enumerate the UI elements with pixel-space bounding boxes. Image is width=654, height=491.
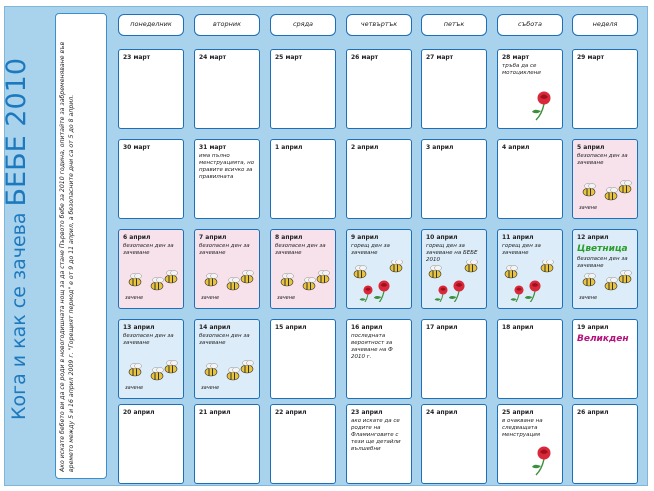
day-date: 17 април bbox=[426, 324, 458, 331]
day-note: има пълно менструацията, но правите всичко за правилната bbox=[199, 153, 255, 180]
day-date: 13 април bbox=[123, 324, 155, 331]
day-note: безопасен ден за зачеване bbox=[199, 333, 250, 346]
day-date: 23 април bbox=[351, 409, 383, 416]
day-note: ако искате да се родите на Фламинговите с тези ще детайли вълшебни bbox=[351, 418, 401, 452]
day-note: в очакване на следващата менструация bbox=[502, 418, 543, 438]
bees-icon bbox=[197, 268, 257, 294]
day-date: 3 април bbox=[426, 144, 454, 151]
holiday-label: Цветница bbox=[577, 244, 628, 254]
day-note: последната вероятност за зачеване на Ф 2010 г. bbox=[351, 333, 393, 360]
day-cell bbox=[270, 319, 336, 399]
day-date: 22 април bbox=[275, 409, 307, 416]
day-cell bbox=[572, 139, 638, 219]
poster-title bbox=[1, 6, 32, 472]
day-date: 26 март bbox=[351, 54, 379, 61]
weekday-header: събота bbox=[497, 14, 563, 36]
day-note: безопасен ден за зачеване bbox=[199, 243, 250, 256]
day-cell bbox=[346, 404, 412, 484]
day-cell bbox=[270, 49, 336, 129]
weekday-header: четвъртък bbox=[346, 14, 412, 36]
day-cell bbox=[194, 229, 260, 309]
day-footnote: зачене bbox=[579, 295, 598, 301]
day-date: 26 април bbox=[577, 409, 609, 416]
day-date: 1 април bbox=[275, 144, 303, 151]
intro-note-text: Ако искате бебето ви да се роди в новогодишната нощ за да стане Първото бебе за 2010 година, опитайте за забременяване във времето между 5 и 16 април 2009 г. "Горещият период" е от 9 до 11 април, а безопасните дни са от 5 до 8 април. bbox=[59, 41, 75, 472]
day-date: 2 април bbox=[351, 144, 379, 151]
day-note: безопасен ден за зачеване bbox=[577, 256, 628, 269]
day-date: 31 март bbox=[199, 144, 227, 151]
day-cell bbox=[572, 49, 638, 129]
day-date: 24 април bbox=[426, 409, 458, 416]
weekday-header: неделя bbox=[572, 14, 638, 36]
weekday-header: понеделник bbox=[118, 14, 184, 36]
bees-icon bbox=[121, 358, 181, 384]
day-cell bbox=[346, 319, 412, 399]
day-cell bbox=[421, 229, 487, 309]
day-date: 15 април bbox=[275, 324, 307, 331]
day-cell bbox=[194, 49, 260, 129]
day-date: 19 април bbox=[577, 324, 609, 331]
day-date: 29 март bbox=[577, 54, 605, 61]
title-line2: БЕБЕ 2010 bbox=[1, 58, 32, 207]
bees-icon bbox=[197, 358, 257, 384]
day-cell bbox=[497, 319, 563, 399]
bees-icon bbox=[575, 178, 635, 204]
day-cell bbox=[421, 404, 487, 484]
day-date: 27 март bbox=[426, 54, 454, 61]
title-line1: Кога и как се зачева bbox=[8, 212, 30, 420]
day-date: 23 март bbox=[123, 54, 151, 61]
day-note: безопасен ден за зачеване bbox=[123, 243, 174, 256]
day-date: 20 април bbox=[123, 409, 155, 416]
day-note: безопасен ден за зачеване bbox=[577, 153, 628, 166]
day-cell bbox=[497, 49, 563, 129]
day-cell bbox=[194, 139, 260, 219]
day-note: горещ ден за зачеване bbox=[351, 243, 390, 256]
day-date: 5 април bbox=[577, 144, 605, 151]
day-cell bbox=[421, 49, 487, 129]
day-footnote: зачене bbox=[277, 295, 296, 301]
bees-icon bbox=[575, 268, 635, 294]
day-footnote: зачене bbox=[579, 205, 598, 211]
day-cell bbox=[194, 404, 260, 484]
day-cell bbox=[270, 229, 336, 309]
day-cell bbox=[421, 139, 487, 219]
day-date: 7 април bbox=[199, 234, 227, 241]
day-cell bbox=[118, 404, 184, 484]
day-date: 16 април bbox=[351, 324, 383, 331]
day-cell bbox=[497, 229, 563, 309]
day-footnote: зачене bbox=[125, 385, 144, 391]
bees-rose-icon bbox=[348, 260, 410, 302]
day-note: горещ ден за зачеване на БЕБЕ 2010 bbox=[426, 243, 478, 263]
day-cell bbox=[346, 229, 412, 309]
day-date: 25 март bbox=[275, 54, 303, 61]
day-note: тръба да се мотоциклени bbox=[502, 63, 541, 76]
holiday-label: Великден bbox=[577, 334, 629, 344]
day-cell bbox=[194, 319, 260, 399]
day-cell bbox=[572, 229, 638, 309]
day-date: 14 април bbox=[199, 324, 231, 331]
day-cell bbox=[346, 139, 412, 219]
day-note: безопасен ден за зачеване bbox=[275, 243, 326, 256]
day-date: 8 април bbox=[275, 234, 303, 241]
day-date: 25 април bbox=[502, 409, 534, 416]
day-date: 21 април bbox=[199, 409, 231, 416]
bees-rose-icon bbox=[423, 260, 485, 302]
day-cell bbox=[118, 229, 184, 309]
day-date: 30 март bbox=[123, 144, 151, 151]
weekday-header: петък bbox=[421, 14, 487, 36]
day-date: 4 април bbox=[502, 144, 530, 151]
bees-icon bbox=[273, 268, 333, 294]
day-footnote: зачене bbox=[125, 295, 144, 301]
day-date: 10 април bbox=[426, 234, 458, 241]
intro-note bbox=[55, 13, 107, 479]
bees-rose-icon bbox=[499, 260, 561, 302]
day-cell bbox=[270, 139, 336, 219]
day-date: 6 април bbox=[123, 234, 151, 241]
day-note: горещ ден за зачеване bbox=[502, 243, 541, 256]
bees-icon bbox=[121, 268, 181, 294]
day-cell bbox=[118, 319, 184, 399]
day-date: 9 април bbox=[351, 234, 379, 241]
day-cell bbox=[497, 404, 563, 484]
day-cell bbox=[572, 319, 638, 399]
day-cell bbox=[497, 139, 563, 219]
rose-icon bbox=[520, 88, 560, 129]
day-date: 11 април bbox=[502, 234, 534, 241]
day-date: 12 април bbox=[577, 234, 609, 241]
day-cell bbox=[270, 404, 336, 484]
day-cell bbox=[421, 319, 487, 399]
day-cell bbox=[346, 49, 412, 129]
day-footnote: зачене bbox=[201, 295, 220, 301]
weekday-header: вторник bbox=[194, 14, 260, 36]
day-date: 24 март bbox=[199, 54, 227, 61]
day-note: безопасен ден за зачеване bbox=[123, 333, 174, 346]
day-cell bbox=[572, 404, 638, 484]
weekday-header: сряда bbox=[270, 14, 336, 36]
rose-icon bbox=[520, 443, 560, 484]
day-cell bbox=[118, 139, 184, 219]
day-footnote: зачене bbox=[201, 385, 220, 391]
day-cell bbox=[118, 49, 184, 129]
day-date: 18 април bbox=[502, 324, 534, 331]
day-date: 28 март bbox=[502, 54, 530, 61]
